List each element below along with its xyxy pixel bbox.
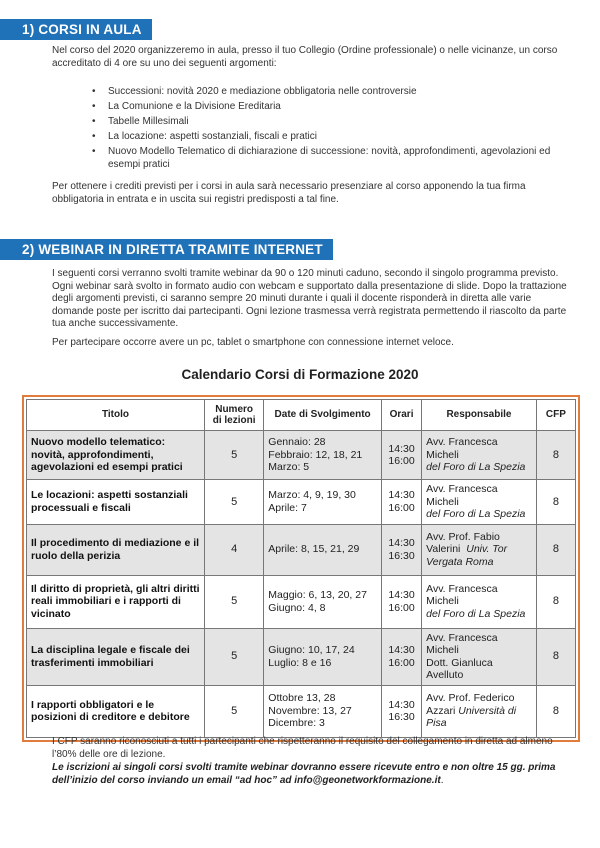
table-row <box>27 685 576 737</box>
course-dates: Giugno: 10, 17, 24 Luglio: 8 e 16 <box>264 628 382 685</box>
header-responsabile: Responsabile <box>422 400 537 431</box>
course-lessons: 5 <box>204 480 263 525</box>
course-dates: Ottobre 13, 28 Novembre: 13, 27 Dicembre: 3 <box>264 685 382 737</box>
bullet: • <box>92 131 96 143</box>
section-1-intro: Nel corso del 2020 organizzeremo in aula, presso il tuo Collegio (Ordine professionale) o nelle vicinanze, un corso accreditato di 4 ore su uno dei seguenti argomenti: <box>52 45 558 69</box>
course-times: 14:30 16:00 <box>381 480 421 525</box>
course-title: I rapporti obbligatori e le posizioni di creditore e debitore <box>27 685 205 737</box>
course-cfp: 8 <box>536 524 575 575</box>
section-2-header <box>0 239 333 260</box>
course-cfp: 8 <box>536 685 575 737</box>
table-row <box>27 431 576 480</box>
section-2-intro: I seguenti corsi verranno svolti tramite webinar da 90 o 120 minuti caduno, secondo il singolo programma previsto. Ogni webinar sarà svolto in formato audio con webcam e supportato dalla presentazione di slide. Dopo la trattazione degli argomenti previsti, ci saranno sempre 20 minuti durante i quali il docente risponderà in diretta alle varie domande poste per iscritto dai partecipanti. Ogni lezione trasmessa verrà registrata permettendo il riascolto da parte tua anche successivamente. <box>52 268 567 330</box>
section-2-heading: 2) WEBINAR IN DIRETTA TRAMITE INTERNET <box>0 239 333 260</box>
list-item: • La Comunione e la Divisione Ereditaria <box>92 101 281 113</box>
course-cfp: 8 <box>536 431 575 480</box>
bullet: • <box>92 146 96 158</box>
course-dates: Aprile: 8, 15, 21, 29 <box>264 524 382 575</box>
course-times: 14:30 16:30 <box>381 524 421 575</box>
course-responsible: Avv. Prof. Federico Azzari Università di Pisa <box>422 685 537 737</box>
header-numero: Numero di lezioni <box>204 400 263 431</box>
table-row <box>27 524 576 575</box>
section-1-heading: 1) CORSI IN AULA <box>0 19 152 40</box>
header-date: Date di Svolgimento <box>264 400 382 431</box>
list-item: • Nuovo Modello Telematico di dichiarazione di successione: novità, approfondimenti, agevolazioni ed esempi pratici <box>92 146 551 170</box>
calendar-table-frame <box>22 395 580 742</box>
course-times: 14:30 16:00 <box>381 628 421 685</box>
table-header-row <box>27 400 576 431</box>
calendar-title: Calendario Corsi di Formazione 2020 <box>181 367 419 382</box>
course-title: Il diritto di proprietà, gli altri diritti reali immobiliari e i rapporti di vicinato <box>27 575 205 628</box>
section-1-header <box>0 19 152 40</box>
course-times: 14:30 16:30 <box>381 685 421 737</box>
course-title: Il procedimento di mediazione e il ruolo della perizia <box>27 524 205 575</box>
course-lessons: 5 <box>204 628 263 685</box>
course-responsible: Avv. Francesca Micheli del Foro di La Spezia <box>422 431 537 480</box>
table-row <box>27 628 576 685</box>
course-responsible: Avv. Francesca Micheli del Foro di La Spezia <box>422 575 537 628</box>
course-responsible: Avv. Francesca Micheli del Foro di La Spezia <box>422 480 537 525</box>
header-titolo: Titolo <box>27 400 205 431</box>
header-cfp: CFP <box>536 400 575 431</box>
course-lessons: 5 <box>204 575 263 628</box>
calendar-table <box>26 399 576 738</box>
registration-note: Le iscrizioni ai singoli corsi svolti tramite webinar dovranno essere ricevute entro e non oltre 15 gg. prima dell’inizio del corso inviando un email “ad hoc” ad info@geonetworkformazione.it. <box>52 762 556 786</box>
course-cfp: 8 <box>536 480 575 525</box>
section-2-requirements: Per partecipare occorre avere un pc, tablet o smartphone con connessione internet veloce. <box>52 337 454 348</box>
course-title: Nuovo modello telematico: novità, approfondimenti, agevolazioni ed esempi pratici <box>27 431 205 480</box>
course-lessons: 5 <box>204 431 263 480</box>
list-item: • La locazione: aspetti sostanziali, fiscali e pratici <box>92 131 317 143</box>
course-lessons: 5 <box>204 685 263 737</box>
bullet: • <box>92 101 96 113</box>
cfp-note: I CFP saranno riconosciuti a tutti i partecipanti che rispetteranno il requisito del collegamento in diretta ad almeno l’80% delle ore di lezione. <box>52 736 553 760</box>
table-row <box>27 575 576 628</box>
topic-list <box>92 86 562 174</box>
course-dates: Maggio: 6, 13, 20, 27 Giugno: 4, 8 <box>264 575 382 628</box>
list-item: • Tabelle Millesimali <box>92 116 189 128</box>
course-dates: Gennaio: 28 Febbraio: 12, 18, 21 Marzo: 5 <box>264 431 382 480</box>
course-cfp: 8 <box>536 628 575 685</box>
course-title: Le locazioni: aspetti sostanziali processuali e fiscali <box>27 480 205 525</box>
course-responsible: Avv. Prof. Fabio Valerini Univ. Tor Vergata Roma <box>422 524 537 575</box>
course-cfp: 8 <box>536 575 575 628</box>
course-lessons: 4 <box>204 524 263 575</box>
bullet: • <box>92 116 96 128</box>
course-title: La disciplina legale e fiscale dei trasferimenti immobiliari <box>27 628 205 685</box>
header-orari: Orari <box>381 400 421 431</box>
course-dates: Marzo: 4, 9, 19, 30 Aprile: 7 <box>264 480 382 525</box>
list-item: • Successioni: novità 2020 e mediazione obbligatoria nelle controversie <box>92 86 417 97</box>
table-row <box>27 480 576 525</box>
course-times: 14:30 16:00 <box>381 431 421 480</box>
course-times: 14:30 16:00 <box>381 575 421 628</box>
section-1-outro: Per ottenere i crediti previsti per i corsi in aula sarà necessario presenziare al corso apponendo la tua firma obbligatoria in entrata e in uscita sui registri predisposti a tal fine. <box>52 181 526 205</box>
bullet: • <box>92 86 96 97</box>
course-responsible: Avv. Francesca Micheli Dott. Gianluca Avelluto <box>422 628 537 685</box>
